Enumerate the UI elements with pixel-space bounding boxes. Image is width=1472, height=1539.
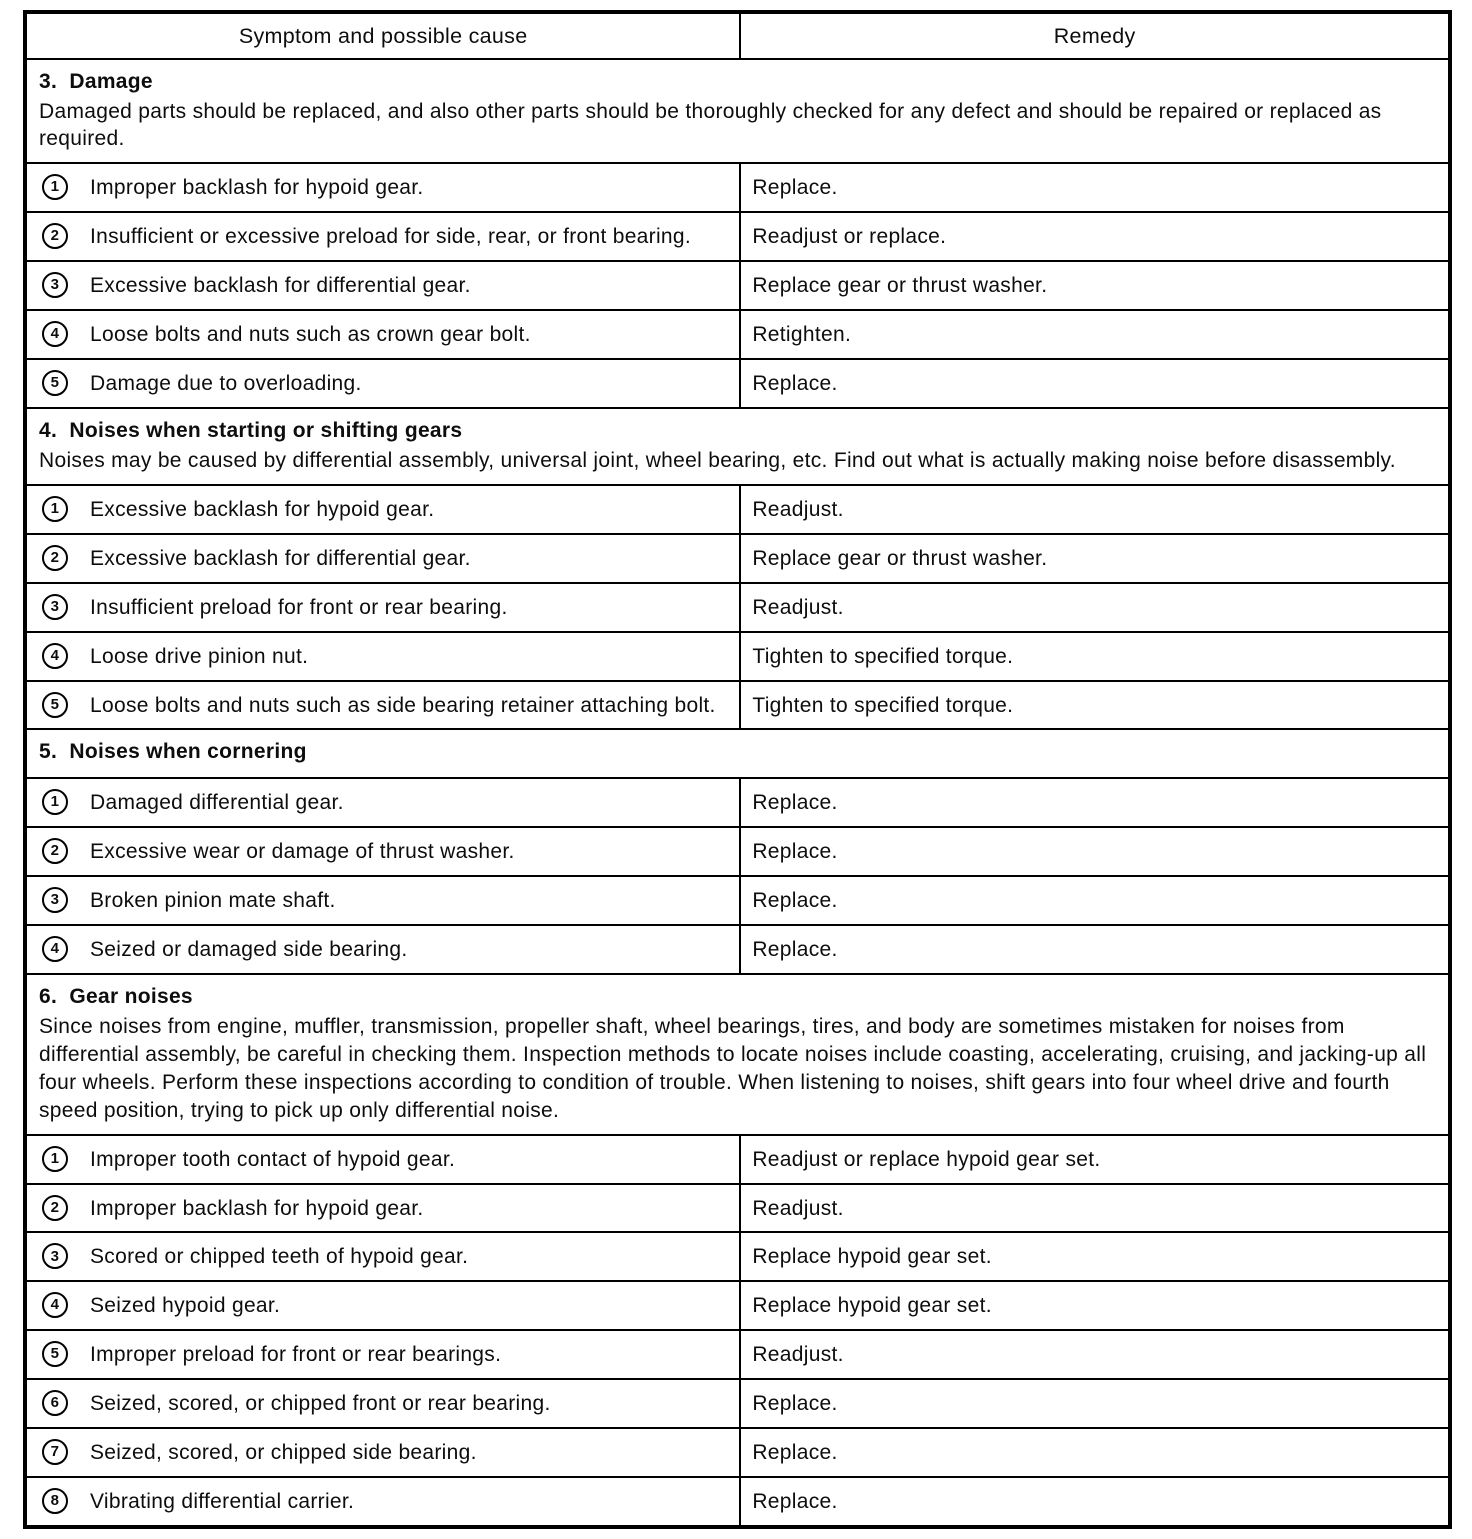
section-description: Noises may be caused by differential assembly, universal joint, wheel bearing, etc. Find out what is actually making noise before disassembly. xyxy=(39,448,1396,472)
section-heading: 4. Noises when starting or shifting gears xyxy=(39,418,463,442)
cause-inner xyxy=(37,1389,729,1418)
cause-inner xyxy=(37,320,729,349)
cause-cell xyxy=(25,1135,740,1184)
remedy-text: Replace gear or thrust washer. xyxy=(740,261,1450,310)
cause-text: Loose drive pinion nut. xyxy=(90,644,309,668)
item-number-badge: 2 xyxy=(42,545,68,571)
cause-cell xyxy=(25,632,740,681)
item-row xyxy=(25,632,1450,681)
section-cell xyxy=(25,408,1450,485)
item-number-badge: 1 xyxy=(42,174,68,200)
cause-inner xyxy=(37,369,729,398)
section-description: Damaged parts should be replaced, and also other parts should be thoroughly checked for any defect and should be repaired or replaced as required. xyxy=(39,99,1382,151)
cause-inner xyxy=(37,222,729,251)
remedy-text: Replace gear or thrust washer. xyxy=(740,534,1450,583)
remedy-text: Replace. xyxy=(740,163,1450,212)
remedy-text: Readjust. xyxy=(740,583,1450,632)
item-row xyxy=(25,1281,1450,1330)
cause-text: Improper backlash for hypoid gear. xyxy=(90,176,424,200)
item-number-badge: 8 xyxy=(42,1488,68,1514)
troubleshooting-table xyxy=(23,10,1452,1529)
item-number-badge: 4 xyxy=(42,321,68,347)
remedy-text: Replace. xyxy=(740,1477,1450,1527)
cause-text: Excessive wear or damage of thrust washer. xyxy=(90,840,515,864)
item-number-badge: 5 xyxy=(42,692,68,718)
cause-inner xyxy=(37,642,729,671)
item-row xyxy=(25,359,1450,408)
item-number-badge: 1 xyxy=(42,789,68,815)
item-row xyxy=(25,534,1450,583)
section-heading: 6. Gear noises xyxy=(39,985,193,1009)
item-number-badge: 5 xyxy=(42,1341,68,1367)
cause-cell xyxy=(25,359,740,408)
cause-cell xyxy=(25,876,740,925)
cause-inner xyxy=(37,886,729,915)
section-row xyxy=(25,59,1450,164)
cause-inner xyxy=(37,544,729,573)
section-row xyxy=(25,408,1450,485)
cause-cell xyxy=(25,778,740,827)
item-number-badge: 4 xyxy=(42,936,68,962)
remedy-text: Replace. xyxy=(740,876,1450,925)
remedy-text: Readjust. xyxy=(740,485,1450,534)
item-row xyxy=(25,1135,1450,1184)
item-number-badge: 7 xyxy=(42,1439,68,1465)
item-row xyxy=(25,261,1450,310)
cause-inner xyxy=(37,1487,729,1516)
item-row xyxy=(25,212,1450,261)
cause-text: Loose bolts and nuts such as crown gear bolt. xyxy=(90,323,531,347)
item-row xyxy=(25,1232,1450,1281)
cause-cell xyxy=(25,534,740,583)
cause-cell xyxy=(25,1232,740,1281)
section-row xyxy=(25,974,1450,1135)
cause-text: Excessive backlash for differential gear. xyxy=(90,274,471,298)
cause-cell xyxy=(25,1330,740,1379)
item-row xyxy=(25,681,1450,730)
item-number-badge: 4 xyxy=(42,1292,68,1318)
item-number-badge: 2 xyxy=(42,1195,68,1221)
remedy-text: Retighten. xyxy=(740,310,1450,359)
cause-inner xyxy=(37,1438,729,1467)
item-row xyxy=(25,310,1450,359)
remedy-text: Replace hypoid gear set. xyxy=(740,1232,1450,1281)
remedy-text: Replace. xyxy=(740,1379,1450,1428)
remedy-text: Readjust or replace hypoid gear set. xyxy=(740,1135,1450,1184)
item-number-badge: 3 xyxy=(42,272,68,298)
remedy-text: Tighten to specified torque. xyxy=(740,632,1450,681)
section-heading: 3. Damage xyxy=(39,69,153,93)
remedy-text: Replace. xyxy=(740,925,1450,974)
cause-inner xyxy=(37,935,729,964)
item-row xyxy=(25,827,1450,876)
cause-text: Loose bolts and nuts such as side bearing retainer attaching bolt. xyxy=(90,693,716,717)
item-number-badge: 3 xyxy=(42,887,68,913)
item-row xyxy=(25,876,1450,925)
remedy-text: Replace. xyxy=(740,359,1450,408)
cause-text: Broken pinion mate shaft. xyxy=(90,889,336,913)
cause-cell xyxy=(25,310,740,359)
cause-inner xyxy=(37,837,729,866)
remedy-text: Tighten to specified torque. xyxy=(740,681,1450,730)
cause-text: Seized or damaged side bearing. xyxy=(90,938,408,962)
item-row xyxy=(25,1477,1450,1527)
item-number-badge: 3 xyxy=(42,594,68,620)
remedy-text: Replace. xyxy=(740,778,1450,827)
cause-cell xyxy=(25,1379,740,1428)
cause-cell xyxy=(25,583,740,632)
cause-cell xyxy=(25,485,740,534)
section-row xyxy=(25,729,1450,778)
item-row xyxy=(25,583,1450,632)
cause-cell xyxy=(25,1281,740,1330)
cause-inner xyxy=(37,271,729,300)
cause-cell xyxy=(25,1477,740,1527)
remedy-text: Replace. xyxy=(740,827,1450,876)
cause-text: Vibrating differential carrier. xyxy=(90,1490,355,1514)
cause-inner xyxy=(37,1145,729,1174)
remedy-text: Replace. xyxy=(740,1428,1450,1477)
cause-inner xyxy=(37,1194,729,1223)
cause-inner xyxy=(37,1291,729,1320)
cause-text: Damage due to overloading. xyxy=(90,372,362,396)
section-cell xyxy=(25,974,1450,1135)
cause-inner xyxy=(37,788,729,817)
item-row xyxy=(25,1330,1450,1379)
cause-text: Seized hypoid gear. xyxy=(90,1294,281,1318)
cause-inner xyxy=(37,1340,729,1369)
cause-text: Excessive backlash for differential gear. xyxy=(90,546,471,570)
item-row xyxy=(25,1428,1450,1477)
remedy-text: Readjust. xyxy=(740,1330,1450,1379)
item-row xyxy=(25,1184,1450,1233)
item-number-badge: 5 xyxy=(42,370,68,396)
cause-text: Improper preload for front or rear bearings. xyxy=(90,1343,502,1367)
cause-text: Excessive backlash for hypoid gear. xyxy=(90,497,435,521)
cause-text: Insufficient or excessive preload for side, rear, or front bearing. xyxy=(90,225,692,249)
item-number-badge: 1 xyxy=(42,496,68,522)
cause-text: Insufficient preload for front or rear bearing. xyxy=(90,595,508,619)
item-number-badge: 6 xyxy=(42,1390,68,1416)
section-description: Since noises from engine, muffler, transmission, propeller shaft, wheel bearings, tires, and body are sometimes mistaken for noises from differential assembly, be careful in checking them. Inspection methods to locate noises include coasting, accelerating, cruising, and jacking-up all four wheels. Perform these inspections according to condition of trouble. When listening to noises, shift gears into four wheel drive and fourth speed position, trying to pick up only differential noise. xyxy=(39,1014,1427,1122)
remedy-text: Replace hypoid gear set. xyxy=(740,1281,1450,1330)
cause-cell xyxy=(25,212,740,261)
cause-cell xyxy=(25,261,740,310)
item-number-badge: 3 xyxy=(42,1243,68,1269)
item-row xyxy=(25,163,1450,212)
cause-inner xyxy=(37,691,729,720)
cause-inner xyxy=(37,593,729,622)
cause-inner xyxy=(37,173,729,202)
cause-text: Damaged differential gear. xyxy=(90,791,344,815)
cause-text: Improper tooth contact of hypoid gear. xyxy=(90,1147,456,1171)
item-number-badge: 4 xyxy=(42,643,68,669)
item-row xyxy=(25,778,1450,827)
remedy-text: Readjust. xyxy=(740,1184,1450,1233)
item-number-badge: 1 xyxy=(42,1146,68,1172)
section-heading: 5. Noises when cornering xyxy=(39,740,307,764)
cause-text: Seized, scored, or chipped side bearing. xyxy=(90,1441,477,1465)
cause-cell xyxy=(25,1428,740,1477)
item-row xyxy=(25,925,1450,974)
cause-cell xyxy=(25,163,740,212)
item-number-badge: 2 xyxy=(42,838,68,864)
cause-text: Scored or chipped teeth of hypoid gear. xyxy=(90,1245,469,1269)
cause-cell xyxy=(25,827,740,876)
section-cell xyxy=(25,59,1450,164)
item-row xyxy=(25,1379,1450,1428)
cause-text: Improper backlash for hypoid gear. xyxy=(90,1196,424,1220)
cause-cell xyxy=(25,681,740,730)
item-number-badge: 2 xyxy=(42,223,68,249)
column-header-symptom: Symptom and possible cause xyxy=(25,12,740,59)
item-row xyxy=(25,485,1450,534)
table-body xyxy=(25,59,1450,1527)
column-header-remedy: Remedy xyxy=(740,12,1450,59)
cause-inner xyxy=(37,495,729,524)
cause-inner xyxy=(37,1242,729,1271)
section-cell xyxy=(25,729,1450,778)
cause-cell xyxy=(25,1184,740,1233)
cause-cell xyxy=(25,925,740,974)
remedy-text: Readjust or replace. xyxy=(740,212,1450,261)
cause-text: Seized, scored, or chipped front or rear bearing. xyxy=(90,1392,551,1416)
table-header-row xyxy=(25,12,1450,59)
